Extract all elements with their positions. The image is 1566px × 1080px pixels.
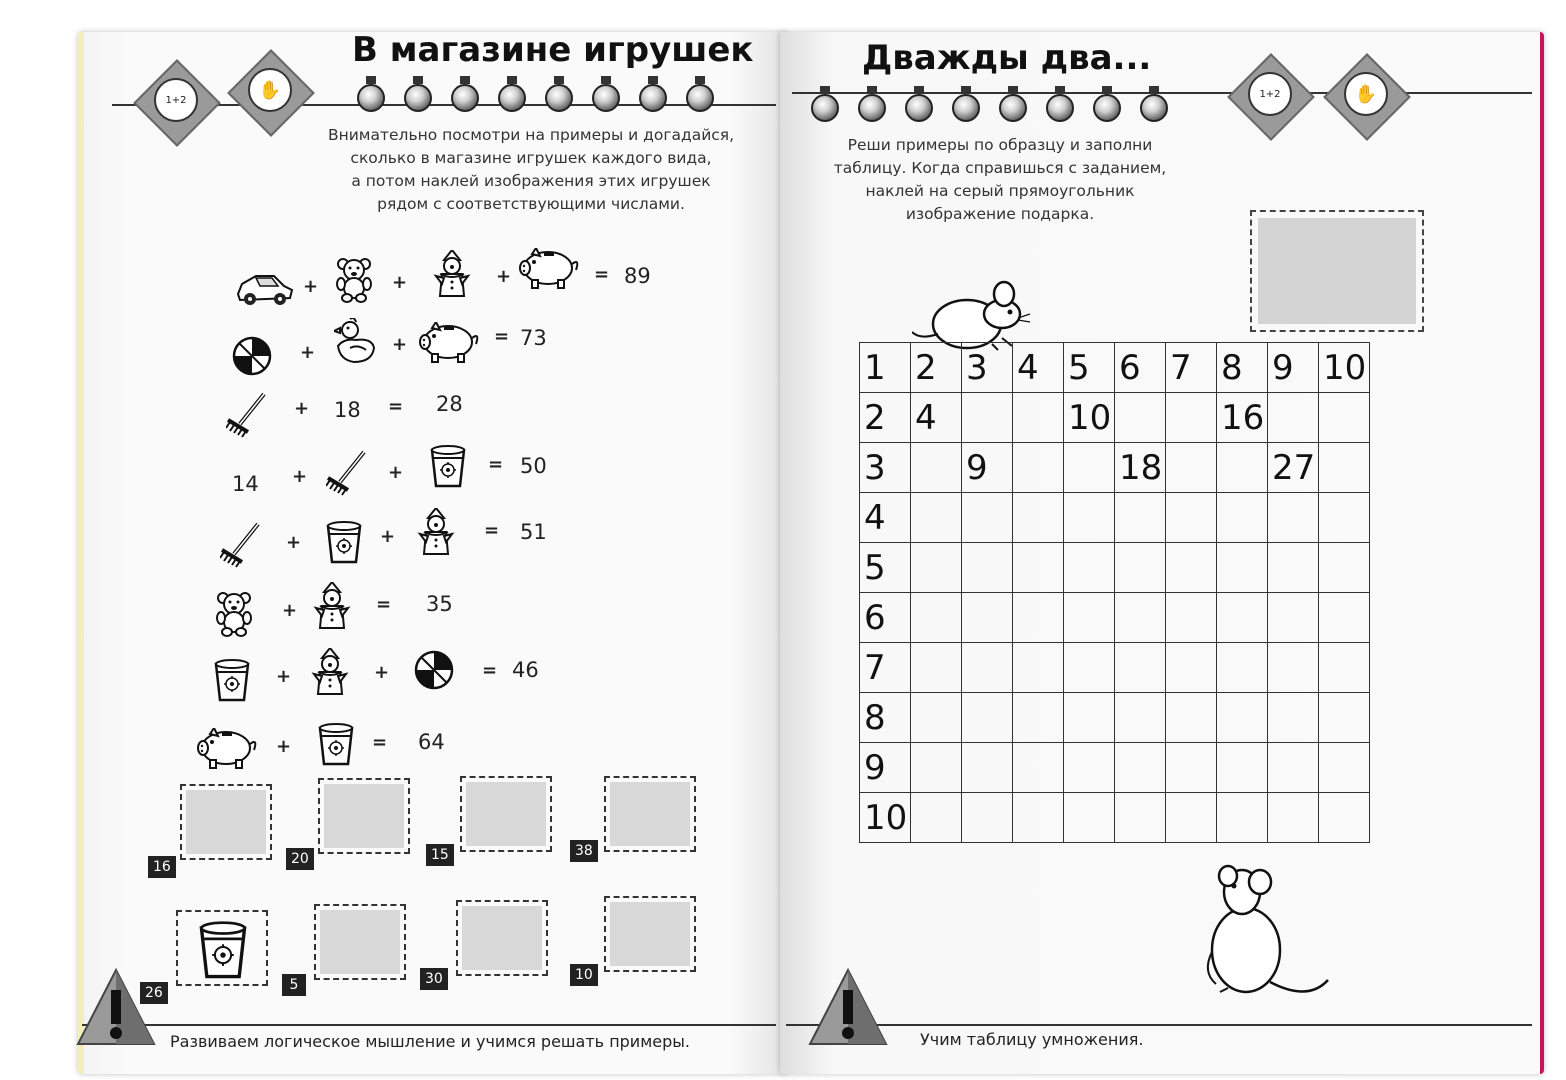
table-header-cell: 4 <box>860 493 911 543</box>
sticker-slot[interactable] <box>460 776 552 852</box>
equation-result: 89 <box>624 264 651 288</box>
warning-icon <box>76 968 156 1048</box>
table-header-cell: 10 <box>1319 343 1370 393</box>
slot-number: 30 <box>420 968 448 990</box>
pencil-icon: 1+2 <box>154 78 198 122</box>
ball-icon <box>232 336 272 376</box>
table-header-cell: 8 <box>1217 343 1268 393</box>
table-cell[interactable] <box>1064 493 1115 543</box>
table-row <box>860 493 1370 543</box>
left-instruction: Внимательно посмотри на примеры и догадайся, сколько в магазине игрушек каждого вида, а потом наклей изображения этих игрушек рядом с соответствующими числами. <box>327 126 735 213</box>
plus-sign: + <box>496 266 512 287</box>
multiplication-table <box>859 342 1370 843</box>
table-cell[interactable] <box>911 493 962 543</box>
slot-number: 15 <box>426 844 454 866</box>
table-cell[interactable] <box>1268 743 1319 793</box>
table-header-cell: 7 <box>1166 343 1217 393</box>
hand-icon: ✋ <box>1344 72 1388 116</box>
table-header-cell: 5 <box>1064 343 1115 393</box>
table-cell[interactable] <box>911 743 962 793</box>
equation-term: 14 <box>232 472 259 496</box>
left-page-title: В магазине игрушек <box>352 30 754 70</box>
plus-sign: + <box>300 342 316 363</box>
table-cell[interactable] <box>962 643 1013 693</box>
bulb-icon <box>589 76 623 112</box>
plus-sign: + <box>276 736 292 757</box>
table-cell[interactable] <box>1319 793 1370 843</box>
equation-result: 64 <box>418 730 445 754</box>
table-cell[interactable] <box>1166 493 1217 543</box>
table-header-cell: 7 <box>860 643 911 693</box>
table-cell[interactable] <box>1217 593 1268 643</box>
rake-icon <box>326 450 368 496</box>
table-row <box>860 393 1370 443</box>
table-cell[interactable] <box>1217 693 1268 743</box>
table-cell[interactable] <box>1115 493 1166 543</box>
table-row <box>860 543 1370 593</box>
table-cell[interactable] <box>1064 643 1115 693</box>
table-header-cell: 1 <box>860 343 911 393</box>
equals-sign: = <box>494 326 510 347</box>
pig-icon <box>196 728 260 770</box>
table-cell[interactable] <box>1115 593 1166 643</box>
bulb-garland-right <box>808 86 1171 122</box>
hand-icon: ✋ <box>248 68 292 112</box>
table-cell[interactable] <box>962 743 1013 793</box>
table-header-cell: 9 <box>860 743 911 793</box>
table-cell[interactable] <box>1166 693 1217 743</box>
table-cell: 27 <box>1268 443 1319 493</box>
table-cell[interactable] <box>1268 593 1319 643</box>
sticker-slot[interactable] <box>604 776 696 852</box>
plus-sign: + <box>294 398 310 419</box>
table-cell[interactable] <box>1013 543 1064 593</box>
sticker-slot-filled[interactable] <box>176 910 268 986</box>
table-cell[interactable] <box>1064 543 1115 593</box>
table-cell[interactable] <box>1166 543 1217 593</box>
table-cell[interactable] <box>1217 793 1268 843</box>
bulb-garland-left <box>354 76 717 112</box>
table-cell[interactable] <box>1115 643 1166 693</box>
table-cell[interactable] <box>1319 643 1370 693</box>
table-cell[interactable] <box>1217 743 1268 793</box>
bucket-icon <box>194 920 252 982</box>
table-cell: 18 <box>1115 443 1166 493</box>
table-row <box>860 693 1370 743</box>
plus-sign: + <box>286 532 302 553</box>
table-cell[interactable] <box>911 593 962 643</box>
table-cell[interactable] <box>1268 693 1319 743</box>
equals-sign: = <box>594 264 610 285</box>
table-cell[interactable] <box>1217 443 1268 493</box>
table-cell[interactable] <box>1166 793 1217 843</box>
footer-rule-left <box>82 1024 776 1026</box>
sticker-slot[interactable] <box>314 904 406 980</box>
table-cell[interactable] <box>1268 543 1319 593</box>
mouse-icon <box>1198 862 1332 996</box>
table-cell[interactable] <box>1115 543 1166 593</box>
clown-icon <box>416 508 456 556</box>
bulb-icon <box>542 76 576 112</box>
table-cell[interactable] <box>962 593 1013 643</box>
table-cell: 4 <box>911 393 962 443</box>
equation-term: 18 <box>334 398 361 422</box>
table-cell[interactable] <box>1013 443 1064 493</box>
equation-result: 51 <box>520 520 547 544</box>
table-cell[interactable] <box>1268 393 1319 443</box>
bucket-icon <box>428 444 468 490</box>
table-row <box>860 443 1370 493</box>
table-cell[interactable] <box>1319 393 1370 443</box>
table-cell[interactable] <box>1319 443 1370 493</box>
clown-icon <box>310 648 350 696</box>
bulb-icon <box>683 76 717 112</box>
bucket-icon <box>324 520 364 566</box>
car-icon <box>234 268 294 308</box>
table-header-cell: 2 <box>911 343 962 393</box>
equation-result: 50 <box>520 454 547 478</box>
bulb-icon <box>1090 86 1124 122</box>
table-cell[interactable] <box>1166 393 1217 443</box>
duck-icon <box>334 318 376 364</box>
right-instruction: Реши примеры по образцу и заполни таблицу. Когда справишься с заданием, наклей на серый прямоугольник изображение подарка. <box>833 136 1167 223</box>
footer-rule-right <box>786 1024 1532 1026</box>
bulb-icon <box>448 76 482 112</box>
table-cell[interactable] <box>1319 493 1370 543</box>
table-cell[interactable] <box>1268 793 1319 843</box>
table-cell[interactable] <box>1217 493 1268 543</box>
table-cell[interactable] <box>1115 793 1166 843</box>
table-cell[interactable] <box>1166 593 1217 643</box>
plus-sign: + <box>276 666 292 687</box>
table-cell[interactable] <box>1013 593 1064 643</box>
rake-icon <box>220 522 262 568</box>
table-cell[interactable] <box>1268 493 1319 543</box>
right-page-title: Дважды два... <box>862 38 1152 78</box>
table-cell[interactable] <box>1013 693 1064 743</box>
table-header-cell: 3 <box>860 443 911 493</box>
table-header-cell: 2 <box>860 393 911 443</box>
gift-sticker-slot[interactable] <box>1250 210 1424 332</box>
table-cell[interactable] <box>1013 393 1064 443</box>
table-cell[interactable] <box>1268 643 1319 693</box>
slot-number: 20 <box>286 848 314 870</box>
table-cell[interactable] <box>1217 543 1268 593</box>
bulb-icon <box>636 76 670 112</box>
bulb-icon <box>495 76 529 112</box>
table-cell[interactable] <box>911 693 962 743</box>
plus-sign: + <box>282 600 298 621</box>
sticker-slot[interactable] <box>456 900 548 976</box>
table-cell[interactable] <box>962 543 1013 593</box>
table-header-cell: 4 <box>1013 343 1064 393</box>
slot-number: 10 <box>570 964 598 986</box>
plus-sign: + <box>374 662 390 683</box>
warning-icon <box>808 968 888 1048</box>
plus-sign: + <box>303 276 319 297</box>
table-row <box>860 793 1370 843</box>
table-cell[interactable] <box>1166 643 1217 693</box>
pig-icon <box>518 248 582 290</box>
table-cell[interactable] <box>1013 493 1064 543</box>
table-cell: 10 <box>1064 393 1115 443</box>
bucket-icon <box>212 658 252 704</box>
table-header-cell: 10 <box>860 793 911 843</box>
equals-sign: = <box>388 396 404 417</box>
table-row <box>860 643 1370 693</box>
table-cell[interactable] <box>1319 593 1370 643</box>
table-cell[interactable] <box>1319 543 1370 593</box>
table-header-cell: 9 <box>1268 343 1319 393</box>
pencil-icon: 1+2 <box>1248 72 1292 116</box>
table-cell[interactable] <box>1115 743 1166 793</box>
table-header-cell: 6 <box>860 593 911 643</box>
table-cell[interactable] <box>962 393 1013 443</box>
table-cell[interactable] <box>911 643 962 693</box>
plus-sign: + <box>392 272 408 293</box>
table-cell[interactable] <box>1064 443 1115 493</box>
table-cell[interactable] <box>962 493 1013 543</box>
table-cell[interactable] <box>1064 743 1115 793</box>
table-cell: 16 <box>1217 393 1268 443</box>
table-cell[interactable] <box>1013 643 1064 693</box>
slot-number: 26 <box>140 982 168 1004</box>
slot-number: 38 <box>570 840 598 862</box>
table-cell[interactable] <box>1166 743 1217 793</box>
bulb-icon <box>996 86 1030 122</box>
pig-icon <box>418 322 482 364</box>
equation-result: 46 <box>512 658 539 682</box>
slot-number: 16 <box>148 856 176 878</box>
sticker-slot[interactable] <box>318 778 410 854</box>
bulb-icon <box>855 86 889 122</box>
bucket-icon <box>316 722 356 768</box>
right-footer-text: Учим таблицу умножения. <box>920 1030 1144 1049</box>
rake-icon <box>226 392 268 438</box>
table-row <box>860 593 1370 643</box>
table-header-cell: 5 <box>860 543 911 593</box>
bulb-icon <box>949 86 983 122</box>
bulb-icon <box>354 76 388 112</box>
equals-sign: = <box>484 520 500 541</box>
teddy-bear-icon <box>214 590 254 638</box>
table-row <box>860 743 1370 793</box>
sticker-slot[interactable] <box>180 784 272 860</box>
equals-sign: = <box>482 660 498 681</box>
bulb-icon <box>1137 86 1171 122</box>
plus-sign: + <box>392 334 408 355</box>
table-cell[interactable] <box>1319 693 1370 743</box>
table-header-cell: 3 <box>962 343 1013 393</box>
table-cell[interactable] <box>1115 693 1166 743</box>
equation-result: 35 <box>426 592 453 616</box>
table-cell[interactable] <box>911 443 962 493</box>
plus-sign: + <box>388 462 404 483</box>
bulb-icon <box>902 86 936 122</box>
sticker-slot[interactable] <box>604 896 696 972</box>
table-cell[interactable] <box>911 543 962 593</box>
table-cell[interactable] <box>1115 393 1166 443</box>
table-cell[interactable] <box>1013 743 1064 793</box>
plus-sign: + <box>380 526 396 547</box>
table-cell[interactable] <box>962 693 1013 743</box>
bulb-icon <box>808 86 842 122</box>
clown-icon <box>312 582 352 630</box>
clown-icon <box>432 250 472 298</box>
bulb-icon <box>1043 86 1077 122</box>
table-cell[interactable] <box>1064 793 1115 843</box>
table-header-cell: 6 <box>1115 343 1166 393</box>
table-cell[interactable] <box>1217 643 1268 693</box>
left-footer-text: Развиваем логическое мышление и учимся решать примеры. <box>170 1032 690 1051</box>
plus-sign: + <box>292 466 308 487</box>
equals-sign: = <box>488 454 504 475</box>
table-cell[interactable] <box>962 793 1013 843</box>
equals-sign: = <box>372 732 388 753</box>
table-cell[interactable] <box>911 793 962 843</box>
table-cell[interactable] <box>1064 593 1115 643</box>
table-row <box>860 343 1370 393</box>
table-cell[interactable] <box>1064 693 1115 743</box>
equals-sign: = <box>376 594 392 615</box>
table-cell: 9 <box>962 443 1013 493</box>
equation-result: 28 <box>436 392 463 416</box>
equation-result: 73 <box>520 326 547 350</box>
table-cell[interactable] <box>1013 793 1064 843</box>
bulb-icon <box>401 76 435 112</box>
teddy-bear-icon <box>334 256 374 304</box>
table-cell[interactable] <box>1166 443 1217 493</box>
table-header-cell: 8 <box>860 693 911 743</box>
slot-number: 5 <box>282 974 306 996</box>
ball-icon <box>414 650 454 690</box>
table-cell[interactable] <box>1319 743 1370 793</box>
